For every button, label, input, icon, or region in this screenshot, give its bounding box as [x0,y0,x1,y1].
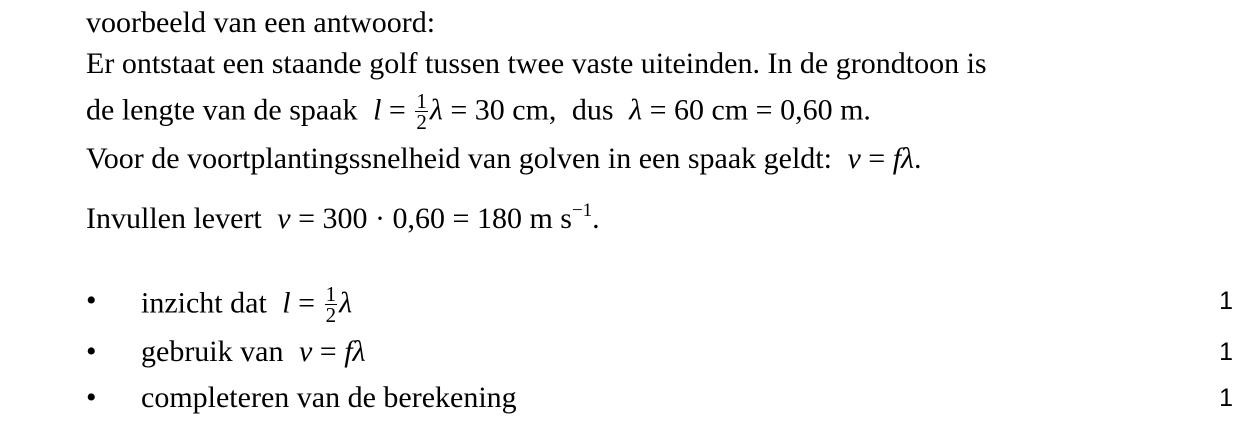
bullet-icon: • [86,335,97,368]
criterion-lambda-symbol: λ [339,286,353,320]
criterion-l-symbol: l [282,286,291,320]
line2-l-symbol: l [373,93,382,127]
line2-frac-num: 1 [416,89,427,113]
criterion-v-symbol: v [298,335,313,368]
criterion-label: completeren van de berekening [141,381,517,414]
line2-lambda-symbol: λ [429,93,443,127]
answer-line-2 [86,91,871,132]
line2-lambda-symbol-2: λ [629,93,643,127]
criterion-text [141,335,366,369]
line4-exponent: −1 [571,200,593,221]
line2-frac-den: 2 [416,110,427,134]
criterion-score: 1 [1219,287,1233,315]
criterion-label: gebruik van [141,335,284,368]
criterion-frac-den: 2 [325,303,337,327]
criterion-score: 1 [1219,384,1233,412]
criterion-row [0,282,1243,327]
criterion-frac-num: 1 [325,282,337,306]
line4-expression: = 300 · 0,60 = 180 m s [298,201,572,235]
line3-f-lambda: fλ [892,142,915,175]
criterion-row [0,381,1243,421]
line2-prefix: de lengte van de spaak [86,93,358,127]
line2-equals-30cm: = 30 cm, [450,93,557,127]
line4-v-symbol: v [277,201,291,235]
line4-end: . [592,201,600,235]
line2-fraction [415,91,428,132]
criterion-score: 1 [1219,338,1233,366]
answer-line-1: Er ontstaat een staande golf tussen twee vaste uiteinden. In de grondtoon is [86,47,987,80]
criterion-equals: = [319,335,337,368]
answer-heading: voorbeeld van een antwoord: [86,6,436,39]
line3-end: . [914,142,922,175]
line3-prefix: Voor de voortplantingssnelheid van golven in een spaak geldt: [86,142,832,175]
line3-equals: = [868,142,886,175]
bullet-icon: • [86,381,97,414]
line2-dus: dus [571,93,614,127]
line2-rest: = 60 cm = 0,60 m. [649,93,871,127]
bullet-icon: • [86,284,97,317]
line2-equals: = [388,93,406,127]
criterion-row [0,335,1243,375]
line4-prefix: Invullen levert [86,201,262,235]
line3-v-symbol: v [847,142,861,175]
criterion-equals: = [298,286,316,320]
criterion-f-lambda: fλ [344,335,366,368]
answer-line-3 [86,142,922,176]
criterion-text [141,284,352,325]
criterion-label: inzicht dat [141,286,267,320]
answer-line-4 [86,194,600,236]
criterion-fraction [325,284,338,325]
